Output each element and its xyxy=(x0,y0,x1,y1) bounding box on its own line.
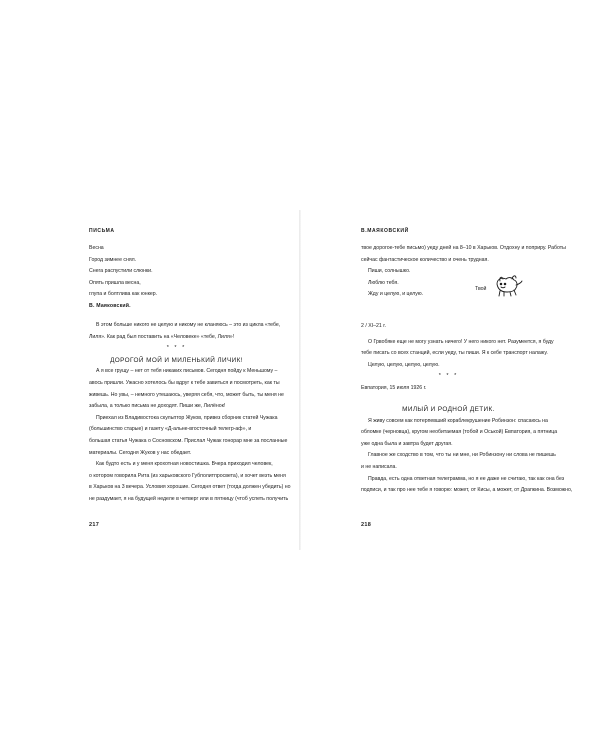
sign-off: Твой xyxy=(475,286,487,292)
text-line: в Харьков на 3 вечера. Условия хорошие. Сегодня ответ (тогда должен убедить) но xyxy=(89,484,291,491)
text-line: твое дорогое-тебе письмо) уеду дней на 8–10 в Харьков. Отдохну и поприру. Работы xyxy=(361,245,566,251)
signature: В. Маяковский. xyxy=(89,302,131,309)
text-line: Я живу совсем как потерпевший кораблекрушение Робинзон: спасаюсь на xyxy=(368,417,548,424)
text-line: Жду и целую, и целую. xyxy=(368,291,424,298)
poem-line: Снега распустили слюнки. xyxy=(89,268,153,275)
dated-note-lines xyxy=(361,337,554,372)
text-line: сейчас фантастическое количество и очень трудная. xyxy=(361,256,489,263)
text-line: (большинство старые) и газету «Д-альне-вгосточный телегр-аф», и xyxy=(89,426,252,433)
text-line: живешь. Но увы, – немного утешаюсь, уверяя себя, что, может быть, ты меня не xyxy=(89,391,284,398)
text-line: забыла, а только письма не доходят. Пиши же, Лилёнок! xyxy=(89,403,226,410)
text-line: и не написала. xyxy=(361,463,397,470)
text-line: Главное же сходство в том, что ты ни мне, ни Робинзону ни слова не пишешь xyxy=(368,452,556,459)
letter-body xyxy=(361,416,573,497)
letter-prose-left xyxy=(89,320,291,506)
text-line: Целую, целую, целую, целую. xyxy=(368,361,440,368)
poem-line: глупа и болтлива как юнкер. xyxy=(89,291,158,298)
letter-heading: МИЛЫЙ И РОДНОЙ ДЕТИК. xyxy=(402,406,495,413)
text-line: Как будто есть и у меня крохотная новостишка. Вчера приходил человек, xyxy=(96,461,273,468)
dated-note xyxy=(361,321,554,395)
running-head-right: В.МАЯКОВСКИЙ xyxy=(361,228,409,234)
note-line: В этом больше никого не целую и никому не кланяюсь – это из цикла «тебе, xyxy=(96,322,281,328)
text-line: большая статья Чужака о Сосновском. Прислал Чужак гонорар мне за посланные xyxy=(89,437,288,444)
puppy-doodle-icon xyxy=(491,272,525,298)
text-line: о котором говорила Рита (из харьковского Губполитпросвета), и хочет везть меня xyxy=(89,472,286,479)
text-line: Пиши, солнышко. xyxy=(368,268,411,275)
section-stars: * * * xyxy=(438,373,459,380)
letter-body xyxy=(89,366,291,505)
right-page xyxy=(301,0,600,750)
poem-block xyxy=(89,243,264,313)
running-head-left: ПИСЬМА xyxy=(89,228,115,234)
letter-heading: ДОРОГОЙ МОЙ И МИЛЕНЬКИЙ ЛИЧИК! xyxy=(110,356,243,364)
note-line: Лиля». Как рад был поставить на «Человеке» «тебе, Лиля»! xyxy=(89,333,235,340)
text-line: авось пришли. Ужасно хотелось бы вдруг к тебе завиться и посмотреть, как ты xyxy=(89,379,280,386)
text-line: материалы. Сегодня Жуков у нас обедает. xyxy=(89,449,192,456)
text-line: Люблю тебя. xyxy=(368,279,399,286)
text-line: подписи, и так про нее тебе я говорю: может, от Кисы, а может, от Драпкина. Возможно, xyxy=(361,487,573,494)
date-line: 2 / XI–21 г. xyxy=(361,323,386,329)
text-line: Приехал из Владивостока скульптор Жуков, привез сборник статей Чужака xyxy=(96,414,278,421)
text-line: не раздумает, я на будущей неделе в четверг или в пятницу (чтоб успеть получить xyxy=(89,495,289,502)
text-line: обломке (черновца), кругом необитаемая (тобой и Оськой) Евпатория, а пятница xyxy=(361,429,558,436)
place-date: Евпатория, 15 июля 1926 г. xyxy=(361,384,427,391)
page-number-right: 218 xyxy=(361,522,372,528)
letter-prose-right xyxy=(361,404,573,497)
text-line: Правда, есть одна ответная телеграмма, но я ее даже не считаю, так как она без xyxy=(368,475,565,482)
left-page xyxy=(0,0,299,750)
text-line: тебе писать со всех станций, если уеду, ты пиши. Я к себе транспорт налажу. xyxy=(361,350,548,357)
poem-line: Весна xyxy=(89,245,104,251)
text-line: О Грвобяке еще не могу узнать ничего! У него никого нет. Разумеется, я буду xyxy=(368,338,554,345)
poem-line: Город зимнее снял. xyxy=(89,256,137,263)
poem-line: Опять пришла весна, xyxy=(89,279,141,286)
text-line: уже одна была и завтра будет другая. xyxy=(361,440,453,447)
text-line: А я все грущу – нет от тебя никаких письмов. Сегодня пойду к Меньшому – xyxy=(96,368,278,375)
section-stars: * * * xyxy=(166,345,187,352)
page-number-left: 217 xyxy=(89,522,100,528)
